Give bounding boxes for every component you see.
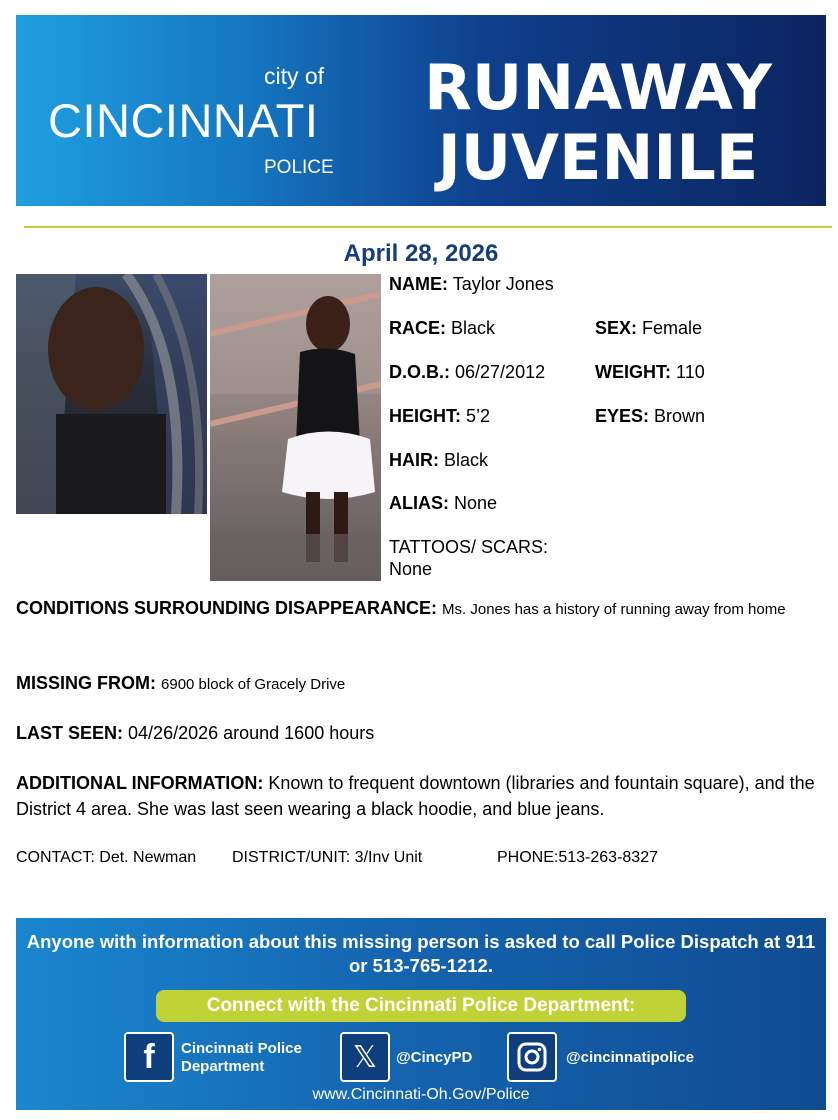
contact-detective: CONTACT: Det. Newman bbox=[16, 849, 197, 866]
divider bbox=[24, 226, 832, 228]
instagram-label[interactable]: @cincinnatipolice bbox=[566, 1049, 694, 1066]
bulletin-date: April 28, 2026 bbox=[343, 240, 499, 267]
logo-city-name: CINCINNATI bbox=[48, 94, 319, 147]
field-name: NAME: Taylor Jones bbox=[389, 274, 554, 294]
title-line-1: RUNAWAY bbox=[424, 51, 772, 124]
x-twitter-icon[interactable]: 𝕏 bbox=[340, 1032, 390, 1082]
field-dob: D.O.B.: 06/27/2012 bbox=[389, 362, 546, 382]
missing-from-section bbox=[16, 670, 826, 698]
additional-label: ADDITIONAL INFORMATION: bbox=[16, 773, 264, 793]
missing-from-text: 6900 block of Gracely Drive bbox=[161, 676, 346, 693]
field-alias: ALIAS: None bbox=[389, 493, 498, 513]
missing-from-label: MISSING FROM: bbox=[16, 673, 156, 693]
field-weight: WEIGHT: 110 bbox=[595, 362, 705, 382]
footer-message: Anyone with information about this missing person is asked to call Police Dispatch at 911 or 513-765-1212. bbox=[26, 931, 816, 976]
connect-banner: Connect with the Cincinnati Police Department: bbox=[156, 990, 686, 1022]
field-sex: SEX: Female bbox=[595, 318, 703, 338]
last-seen-label: LAST SEEN: bbox=[16, 723, 124, 743]
field-eyes: EYES: Brown bbox=[595, 406, 706, 426]
conditions-label: CONDITIONS SURROUNDING DISAPPEARANCE: bbox=[16, 598, 438, 618]
logo-city-of: city of bbox=[264, 63, 325, 89]
contact-district: DISTRICT/UNIT: 3/Inv Unit bbox=[232, 849, 423, 866]
full-body-illustration bbox=[210, 274, 381, 581]
field-race: RACE: Black bbox=[389, 318, 496, 338]
instagram-icon[interactable] bbox=[507, 1032, 557, 1082]
additional-section bbox=[16, 770, 826, 822]
conditions-text: Ms. Jones has a history of running away from home bbox=[442, 601, 786, 618]
field-height: HEIGHT: 5’2 bbox=[389, 406, 491, 426]
photo-portrait bbox=[16, 274, 207, 514]
photo-full-body bbox=[210, 274, 381, 581]
additional-text: Known to frequent downtown (libraries and fountain square), and the District 4 area. She was last seen wearing a black hoodie, and blue jeans. bbox=[16, 773, 815, 819]
title-line-2: JUVENILE bbox=[437, 121, 759, 194]
contact-phone: PHONE:513-263-8327 bbox=[497, 849, 658, 866]
field-tattoos-label: TATTOOS/ SCARS: bbox=[389, 537, 549, 557]
last-seen-text: 04/26/2026 around 1600 hours bbox=[128, 723, 375, 743]
last-seen-section bbox=[16, 720, 826, 746]
facebook-label[interactable]: Cincinnati Police Department bbox=[181, 1040, 302, 1075]
portrait-illustration bbox=[16, 274, 207, 514]
conditions-section bbox=[16, 595, 826, 623]
field-tattoos-value: None bbox=[389, 559, 433, 579]
twitter-label[interactable]: @CincyPD bbox=[396, 1049, 473, 1066]
facebook-icon[interactable]: f bbox=[124, 1032, 174, 1082]
field-hair: HAIR: Black bbox=[389, 450, 489, 470]
header-banner bbox=[16, 15, 826, 206]
website-link[interactable]: www.Cincinnati-Oh.Gov/Police bbox=[312, 1086, 530, 1103]
logo-police: POLICE bbox=[264, 157, 334, 178]
footer-banner bbox=[16, 918, 826, 1110]
